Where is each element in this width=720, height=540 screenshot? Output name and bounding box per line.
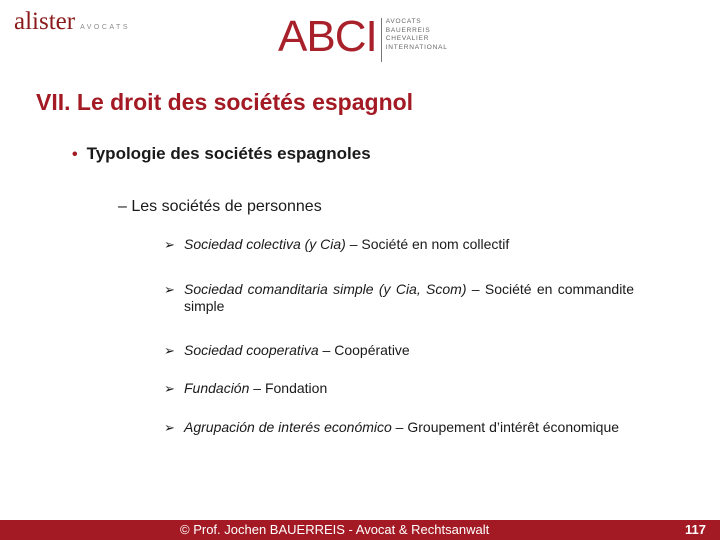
main-bullet: [72, 144, 371, 164]
spanish-term: Agrupación de interés económico: [184, 419, 392, 435]
spanish-term: Sociedad comanditaria simple (y Cia, Scom): [184, 281, 467, 297]
list-item-text: [184, 419, 634, 436]
french-term: – Société en nom collectif: [345, 236, 510, 252]
list-item: [164, 236, 634, 253]
french-term: – Groupement d’intérêt économique: [391, 419, 620, 435]
arrow-bullet-icon: ➢: [164, 420, 175, 435]
abci-logo-letters: ABCI: [278, 12, 377, 61]
list-item: [164, 342, 634, 359]
footer-bar: [0, 520, 720, 540]
spanish-term: Sociedad cooperativa: [184, 342, 319, 358]
abci-logo-line: CHEVALIER: [385, 35, 430, 42]
list-item-text: [184, 236, 634, 253]
abci-logo-side-text: [381, 18, 448, 62]
french-term: – Fondation: [249, 380, 328, 396]
french-term: – Société en commandite simple: [184, 281, 634, 314]
abci-logo: [278, 12, 448, 62]
arrow-bullet-icon: ➢: [164, 381, 175, 396]
footer-credit: © Prof. Jochen BAUERREIS - Avocat & Rechtsanwalt: [180, 522, 490, 537]
abci-logo-line: BAUERREIS: [385, 26, 431, 34]
company-types-list: [164, 236, 634, 436]
french-term: – Coopérative: [318, 342, 410, 358]
abci-logo-line: INTERNATIONAL: [385, 43, 448, 51]
list-item-text: [184, 380, 634, 397]
alister-logo-wordmark: alister: [14, 8, 76, 35]
arrow-bullet-icon: ➢: [164, 343, 175, 358]
alister-logo: [14, 8, 130, 36]
arrow-bullet-icon: ➢: [164, 282, 175, 297]
sub-bullet: – Les sociétés de personnes: [118, 198, 322, 215]
list-item-text: [184, 281, 634, 315]
list-item-text: [184, 342, 634, 359]
spanish-term: Sociedad colectiva (y Cia): [184, 236, 346, 252]
slide-title: VII. Le droit des sociétés espagnol: [36, 89, 414, 115]
main-bullet-text: Typologie des sociétés espagnoles: [86, 144, 371, 163]
alister-logo-subtitle: AVOCATS: [80, 24, 131, 31]
bullet-dot-icon: •: [72, 146, 78, 163]
list-item: [164, 281, 634, 315]
page-number: 117: [685, 522, 706, 537]
abci-logo-line: AVOCATS: [385, 18, 422, 25]
spanish-term: Fundación: [184, 380, 250, 396]
list-item: [164, 419, 634, 436]
arrow-bullet-icon: ➢: [164, 237, 175, 252]
list-item: [164, 380, 634, 397]
